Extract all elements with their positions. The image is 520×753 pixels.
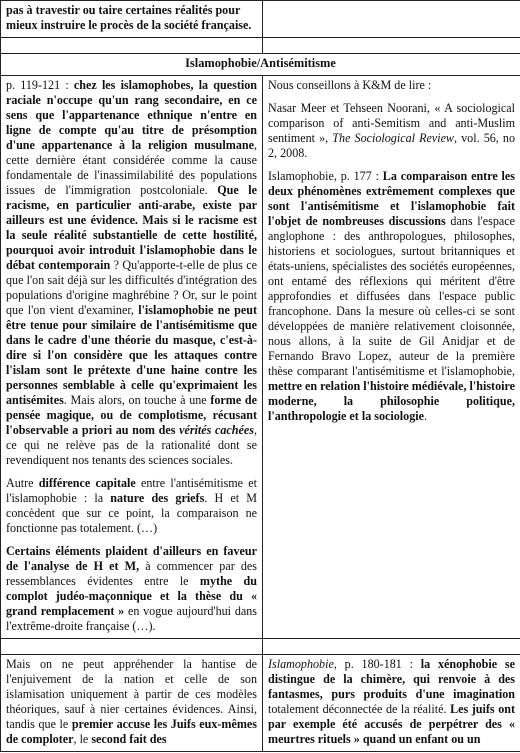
text-run: mythe du complot judéo-maçonnique et la thèse du « grand remplacement » [6,574,257,618]
top-fragment-cell [1,1,263,38]
text-run: différence capitale [38,476,136,490]
text-run: forme de pensée magique, ou de complotisme, récusant l'observable a priori au nom des [6,393,257,437]
content-row-2 [1,655,520,752]
row2-left-cell [1,655,263,752]
row1-right-cell [263,76,520,639]
content-row-1 [1,76,520,639]
row1-right-para-2 [268,101,515,161]
text-run: . [423,409,428,423]
spacer-row [1,38,520,54]
text-run: Les juifs ont par exemple été accusés de perpétrer des « meurtres rituels » quand un enfant ou un [268,702,515,746]
row1-left-para-3 [6,544,257,634]
text-run: Nous conseillons à K&M de lire : [268,78,432,92]
text-run: Islamophobie, p. 177 : [268,169,383,183]
top-empty-cell [263,1,520,38]
text-run: premier accuse les Juifs eux-mêmes de comploter [6,717,257,746]
text-run: , ce qui ne relève pas de la rationalité dont se revendiquent nos tenants des sciences sociales. [6,423,257,467]
text-run: à commencer par des ressemblances évidentes entre le [6,559,257,588]
row1-right-para-3 [268,169,515,424]
row1-right-para-1 [268,78,515,93]
text-run: mettre en relation l'histoire médiévale, l'histoire moderne, la philosophie politique, l'anthropologie et la sociologie [268,379,515,423]
top-fragment-row [1,1,520,38]
text-run: Que le racisme, en particulier anti-arabe, existe par ailleurs est une évidence. Mais si le racisme est la seule réalité substantielle de cette hostilité, pourquoi avoir introduit l'islamophobie dans le débat contemporain [6,183,257,272]
row1-left-para-1 [6,78,257,468]
text-run: Autre [6,476,39,490]
text-run: . Mais alors, on touche à une [63,393,211,407]
row2-right-cell [263,655,520,752]
row2-left-para [6,657,257,747]
text-run: , vol. 56, no 2, 2008. [268,131,516,160]
text-run: la xénophobie se distingue de la chimère, qui renvoie à des fantasmes, purs produits d'une imagination [268,657,516,701]
text-run: vérités cachées [179,423,254,437]
spacer-row-2 [1,639,520,655]
text-run: Nasar Meer et Tehseen Noorani, « A sociological comparison of anti-Semitism and anti-Muslim sentiment », [268,101,515,145]
text-run: entre l'antisémitisme et l'islamophobie : la [6,476,257,505]
text-run: , p. 180-181 : [333,657,421,671]
text-run: Mais on ne peut appréhender la hantise de l'enjuivement de la nation et celle de son islamisation uniquement à partir de ces modèles théoriques, sauf à nier certaines évidences. Ainsi, tandis que le [6,657,257,731]
text-run: chez les islamophobes, la question raciale n'occupe qu'un rang secondaire, en ce sens que l'appartenance ethnique n'entre en ligne de compte qu'au titre de présomption d'une appartenance à la religion musulmane [6,78,257,152]
text-run: en vogue aujourd'hui dans l'extrême-droite française (…). [6,604,257,633]
text-run: , cette dernière étant considérée comme la cause fondamentale de l'inassimilabilité des populations issues de l'immigration postcoloniale. [6,138,257,197]
text-run: nature des griefs [110,491,205,505]
row1-left-para-2 [6,476,257,536]
text-run: ? Qu'apporte-t-elle de plus ce que l'on sait déjà sur les difficultés d'intégration des populations d'origine maghrébine ? Or, sur le point que l'on vient d'examiner, [6,258,257,317]
text-run: second fait des [91,732,167,746]
text-run: l'islamophobie ne peut être tenue pour similaire de l'antisémitisme que dans le cadre d'une théorie du masque, c'est-à-dire si l'on considère que les attaques contre l'islam sont le prétexte d'une haine contre les personnes semblable à celle qu'exprimaient les antisémites [6,303,257,407]
text-run: Certains éléments plaident d'ailleurs en faveur de l'analyse de H et M, [6,544,257,573]
text-run: Islamophobie [268,657,334,671]
text-run: dans l'espace anglophone : des anthropologues, philosophes, historiens et sociologues, surtout britanniques et états-uniens, spécialistes des sociétés européennes, ont entamé des réflexions qui méritent d'être approfondies et diffusées dans l'espace public francophone. Dans la mesure où celles-ci se sont développées de manière relativement cloisonnée, nous allons, à la suite de Gil Anidjar et de Fernando Bravo Lopez, auteur de la première thèse comparant l'antisémitisme et l'islamophobie, [268,214,515,378]
text-run: La comparaison entre les deux phénomènes extrêmement complexes que sont l'antisémitisme et l'islamophobie fait l'objet de nombreuses discussions [268,169,515,228]
text-run: totalement déconnectée de la réalité. [268,702,451,716]
section-header-row [1,54,520,76]
text-run: The Sociological Review [332,131,455,145]
section-title: Islamophobie/Antisémitisme [1,54,520,76]
text-run: , le [73,732,92,746]
text-run: p. 119-121 : [6,78,74,92]
row1-left-cell [1,76,263,639]
text-run: . H et M concèdent que sur ce point, la comparaison ne fonctionne pas totalement. (…) [6,491,257,535]
top-fragment-text: pas à travestir ou taire certaines réalités pour mieux instruire le procès de la société française. [6,3,252,32]
row2-right-para [268,657,515,747]
